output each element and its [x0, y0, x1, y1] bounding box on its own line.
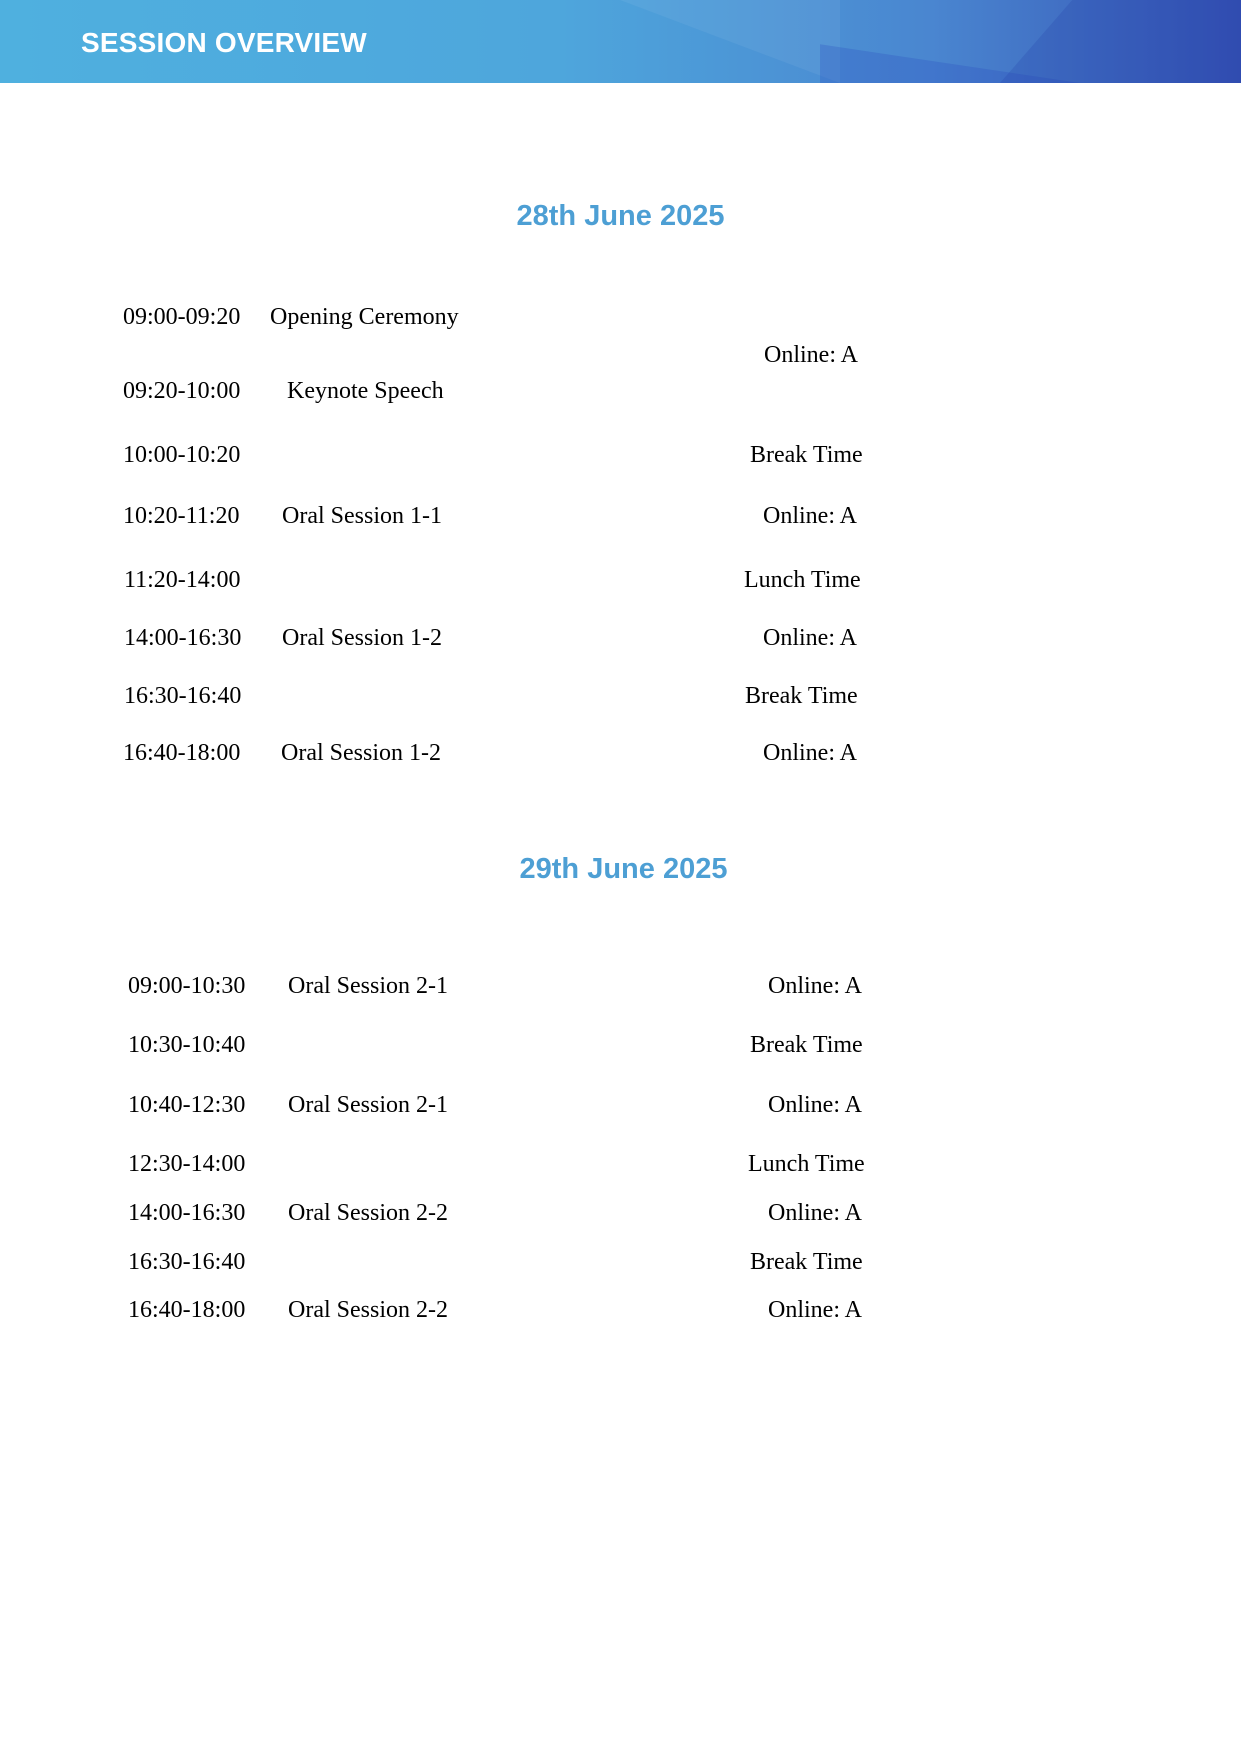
- note-cell: Break Time: [745, 683, 858, 709]
- time-cell: 14:00-16:30: [124, 625, 242, 651]
- session-cell: Opening Ceremony: [270, 304, 459, 330]
- day-heading: 28th June 2025: [516, 200, 725, 232]
- time-cell: 12:30-14:00: [128, 1151, 246, 1177]
- note-cell: Break Time: [750, 1249, 863, 1275]
- note-cell: Break Time: [750, 1032, 863, 1058]
- note-cell: Online: A: [768, 973, 862, 999]
- time-cell: 16:30-16:40: [128, 1249, 246, 1275]
- session-cell: Oral Session 1-2: [282, 625, 442, 651]
- time-cell: 16:40-18:00: [123, 740, 241, 766]
- banner-facet: [620, 0, 840, 83]
- session-cell: Oral Session 2-2: [288, 1297, 448, 1323]
- note-cell: Online: A: [768, 1297, 862, 1323]
- session-cell: Keynote Speech: [287, 378, 444, 404]
- time-cell: 16:40-18:00: [128, 1297, 246, 1323]
- note-cell: Online: A: [764, 342, 858, 368]
- note-cell: Online: A: [763, 740, 857, 766]
- time-cell: 10:00-10:20: [123, 442, 241, 468]
- session-cell: Oral Session 2-1: [288, 1092, 448, 1118]
- note-cell: Break Time: [750, 442, 863, 468]
- session-cell: Oral Session 1-1: [282, 503, 442, 529]
- session-cell: Oral Session 2-1: [288, 973, 448, 999]
- session-cell: Oral Session 1-2: [281, 740, 441, 766]
- header-banner: [0, 0, 1241, 83]
- note-cell: Online: A: [768, 1200, 862, 1226]
- time-cell: 14:00-16:30: [128, 1200, 246, 1226]
- note-cell: Online: A: [763, 625, 857, 651]
- time-cell: 09:20-10:00: [123, 378, 241, 404]
- time-cell: 09:00-10:30: [128, 973, 246, 999]
- banner-facet: [1000, 0, 1241, 83]
- note-cell: Online: A: [763, 503, 857, 529]
- session-cell: Oral Session 2-2: [288, 1200, 448, 1226]
- page-title: SESSION OVERVIEW: [81, 27, 367, 58]
- time-cell: 11:20-14:00: [124, 567, 241, 593]
- note-cell: Lunch Time: [748, 1151, 865, 1177]
- note-cell: Lunch Time: [744, 567, 861, 593]
- time-cell: 10:30-10:40: [128, 1032, 246, 1058]
- time-cell: 10:20-11:20: [123, 503, 240, 529]
- note-cell: Online: A: [768, 1092, 862, 1118]
- time-cell: 10:40-12:30: [128, 1092, 246, 1118]
- day-heading: 29th June 2025: [519, 853, 728, 885]
- time-cell: 09:00-09:20: [123, 304, 241, 330]
- time-cell: 16:30-16:40: [124, 683, 242, 709]
